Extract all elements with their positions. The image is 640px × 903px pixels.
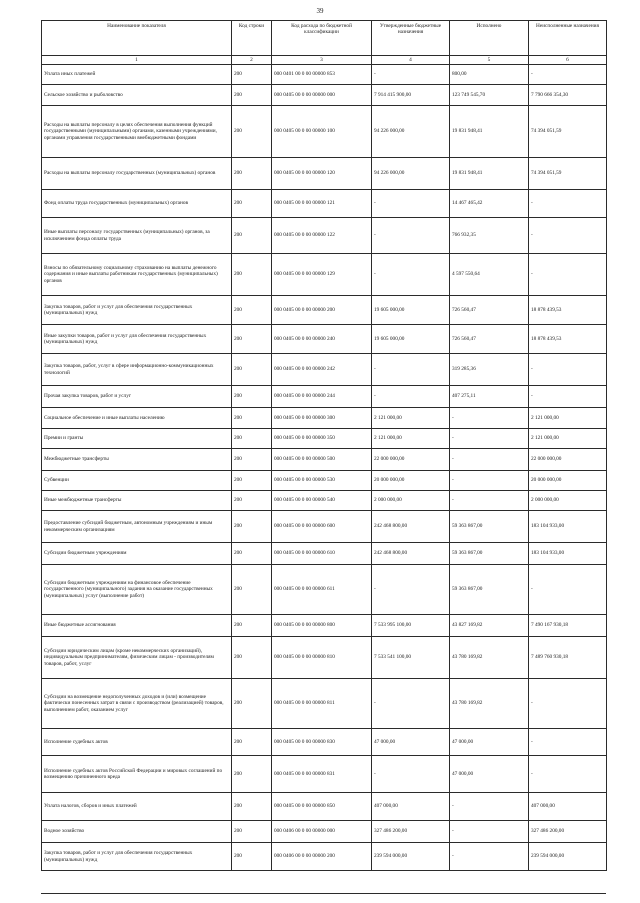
row-approved: 22 000 000,00 [372, 449, 450, 471]
column-header-budget-code: Код расхода по бюджетной классификации [272, 21, 372, 56]
row-name: Закупка товаров, работ и услуг для обеспечения государственных (муниципальных) нужд [42, 296, 232, 325]
row-approved: 2 121 000,00 [372, 408, 450, 429]
row-approved: - [372, 65, 450, 85]
row-executed: 4 597 550,64 [450, 254, 529, 296]
row-approved: 7 533 541 100,00 [372, 637, 450, 679]
row-approved: - [372, 254, 450, 296]
row-remaining: - [529, 386, 607, 408]
header-row [42, 21, 607, 56]
table-row [42, 843, 607, 871]
row-line-code: 200 [232, 106, 272, 158]
row-name: Расходы на выплаты персоналу в целях обеспечения выполнения функций государственными (муниципальными) органами, казенными учреждениями, органами управления государственными внебюджетными фондами [42, 106, 232, 158]
row-line-code: 200 [232, 491, 272, 511]
row-executed: - [450, 491, 529, 511]
row-name: Водное хозяйство [42, 821, 232, 843]
row-name: Субсидии бюджетным учреждениям на финансовое обеспечение государственного (муниципального) задания на оказание государственных (муниципальных) услуг (выполнение работ) [42, 565, 232, 615]
row-name: Сельское хозяйство и рыболовство [42, 85, 232, 106]
row-remaining: 2 121 000,00 [529, 408, 607, 429]
row-line-code: 200 [232, 565, 272, 615]
table-row [42, 679, 607, 729]
row-name: Субсидии бюджетным учреждениям [42, 543, 232, 565]
row-name: Межбюджетные трансферты [42, 449, 232, 471]
table-row [42, 637, 607, 679]
row-remaining: 239 594 000,00 [529, 843, 607, 871]
column-header-executed: Исполнено [450, 21, 529, 56]
row-remaining: 74 394 051,59 [529, 158, 607, 190]
row-executed: 59 363 867,00 [450, 543, 529, 565]
column-header-line-code: Код строки [232, 21, 272, 56]
row-line-code: 200 [232, 471, 272, 491]
row-name: Премии и гранты [42, 429, 232, 449]
row-remaining: 2 000 000,00 [529, 491, 607, 511]
row-budget-code: 000 0405 00 0 00 00000 500 [272, 449, 372, 471]
row-budget-code: 000 0405 00 0 00 00000 850 [272, 793, 372, 821]
row-approved: - [372, 190, 450, 218]
row-remaining: 183 104 933,00 [529, 511, 607, 543]
row-remaining: 18 878 439,53 [529, 325, 607, 354]
row-approved: 2 000 000,00 [372, 491, 450, 511]
row-budget-code: 000 0405 00 0 00 00000 831 [272, 756, 372, 793]
row-line-code: 200 [232, 511, 272, 543]
row-budget-code: 000 0401 00 0 00 00000 853 [272, 65, 372, 85]
row-remaining: 327 486 200,00 [529, 821, 607, 843]
row-approved: - [372, 386, 450, 408]
row-line-code: 200 [232, 354, 272, 386]
row-name: Иные бюджетные ассигнования [42, 615, 232, 637]
row-approved: 327 486 200,00 [372, 821, 450, 843]
row-budget-code: 000 0405 00 0 00 00000 240 [272, 325, 372, 354]
row-approved: 2 121 000,00 [372, 429, 450, 449]
column-number: 3 [272, 56, 372, 65]
table-row [42, 386, 607, 408]
row-budget-code: 000 0405 00 0 00 00000 811 [272, 679, 372, 729]
row-budget-code: 000 0406 00 0 00 00000 000 [272, 821, 372, 843]
bottom-rule [41, 893, 606, 894]
column-number-row [42, 56, 607, 65]
row-line-code: 200 [232, 158, 272, 190]
row-remaining: - [529, 756, 607, 793]
table-row [42, 158, 607, 190]
row-name: Социальное обеспечение и иные выплаты населению [42, 408, 232, 429]
table-row [42, 429, 607, 449]
row-executed: 726 560,47 [450, 296, 529, 325]
row-name: Уплата налогов, сборов и иных платежей [42, 793, 232, 821]
row-remaining: - [529, 565, 607, 615]
row-line-code: 200 [232, 218, 272, 254]
row-remaining: 183 104 933,00 [529, 543, 607, 565]
row-executed: 59 363 867,00 [450, 511, 529, 543]
column-number: 1 [42, 56, 232, 65]
row-budget-code: 000 0405 00 0 00 00000 242 [272, 354, 372, 386]
row-line-code: 200 [232, 254, 272, 296]
row-remaining: 20 000 000,00 [529, 471, 607, 491]
row-approved: 7 533 995 100,00 [372, 615, 450, 637]
table-row [42, 729, 607, 756]
row-remaining: - [529, 679, 607, 729]
row-approved: 19 605 000,00 [372, 325, 450, 354]
row-remaining: - [529, 354, 607, 386]
row-approved: 239 594 000,00 [372, 843, 450, 871]
table-row [42, 218, 607, 254]
row-budget-code: 000 0405 00 0 00 00000 610 [272, 543, 372, 565]
row-executed: - [450, 843, 529, 871]
table-row [42, 85, 607, 106]
table-row [42, 296, 607, 325]
row-approved: 94 226 000,00 [372, 158, 450, 190]
row-name: Прочая закупка товаров, работ и услуг [42, 386, 232, 408]
row-name: Иные закупки товаров, работ и услуг для обеспечения государственных (муниципальных) нужд [42, 325, 232, 354]
row-name: Исполнение судебных актов Российской Федерации и мировых соглашений по возмещению причиненного вреда [42, 756, 232, 793]
row-remaining: 22 000 000,00 [529, 449, 607, 471]
row-remaining: - [529, 65, 607, 85]
row-budget-code: 000 0405 00 0 00 00000 530 [272, 471, 372, 491]
table-row [42, 65, 607, 85]
row-remaining: 7 489 760 930,18 [529, 637, 607, 679]
row-name: Уплата иных платежей [42, 65, 232, 85]
row-line-code: 200 [232, 429, 272, 449]
row-line-code: 200 [232, 190, 272, 218]
row-name: Субсидии на возмещение недополученных доходов и (или) возмещение фактически понесенных затрат в связи с производством (реализацией) товаров, выполнением работ, оказанием услуг [42, 679, 232, 729]
table-row [42, 408, 607, 429]
column-number: 6 [529, 56, 607, 65]
table-row [42, 511, 607, 543]
row-executed: 407 275,11 [450, 386, 529, 408]
row-executed: 19 831 948,41 [450, 158, 529, 190]
row-name: Закупка товаров, работ, услуг в сфере информационно-коммуникационных технологий [42, 354, 232, 386]
row-executed: 14 467 465,42 [450, 190, 529, 218]
row-budget-code: 000 0405 00 0 00 00000 810 [272, 637, 372, 679]
table-row [42, 615, 607, 637]
row-remaining: 74 394 051,59 [529, 106, 607, 158]
row-executed: 47 000,00 [450, 729, 529, 756]
row-executed: 766 932,35 [450, 218, 529, 254]
row-budget-code: 000 0405 00 0 00 00000 540 [272, 491, 372, 511]
row-budget-code: 000 0405 00 0 00 00000 122 [272, 218, 372, 254]
row-approved: 407 000,00 [372, 793, 450, 821]
row-budget-code: 000 0405 00 0 00 00000 100 [272, 106, 372, 158]
row-remaining: 7 790 666 354,30 [529, 85, 607, 106]
row-line-code: 200 [232, 85, 272, 106]
row-budget-code: 000 0405 00 0 00 00000 800 [272, 615, 372, 637]
row-executed: - [450, 471, 529, 491]
column-header-approved: Утвержденные бюджетные назначения [372, 21, 450, 56]
row-approved: 94 226 000,00 [372, 106, 450, 158]
column-header-remaining: Неисполненные назначения [529, 21, 607, 56]
row-line-code: 200 [232, 729, 272, 756]
row-remaining: - [529, 254, 607, 296]
row-approved: - [372, 756, 450, 793]
row-name: Исполнение судебных актов [42, 729, 232, 756]
row-line-code: 200 [232, 325, 272, 354]
row-name: Закупка товаров, работ и услуг для обеспечения государственных (муниципальных) нужд [42, 843, 232, 871]
row-name: Иные выплаты персоналу государственных (муниципальных) органов, за исключением фонда оплаты труда [42, 218, 232, 254]
row-name: Субсидии юридическим лицам (кроме некоммерческих организаций), индивидуальным предпринимателям, физическим лицам - производителям товаров, работ, услуг [42, 637, 232, 679]
row-executed: 47 000,00 [450, 756, 529, 793]
row-approved: - [372, 218, 450, 254]
row-line-code: 200 [232, 543, 272, 565]
row-budget-code: 000 0405 00 0 00 00000 600 [272, 511, 372, 543]
row-line-code: 200 [232, 679, 272, 729]
row-line-code: 200 [232, 296, 272, 325]
table-row [42, 821, 607, 843]
column-number: 5 [450, 56, 529, 65]
row-line-code: 200 [232, 843, 272, 871]
row-line-code: 200 [232, 65, 272, 85]
row-budget-code: 000 0405 00 0 00 00000 300 [272, 408, 372, 429]
row-budget-code: 000 0405 00 0 00 00000 611 [272, 565, 372, 615]
row-name: Взносы по обязательному социальному страхованию на выплаты денежного содержания и иные выплаты работникам государственных (муниципальных) органов [42, 254, 232, 296]
table-row [42, 449, 607, 471]
column-number: 2 [232, 56, 272, 65]
row-approved: 7 914 415 900,00 [372, 85, 450, 106]
page-number: 39 [316, 7, 324, 15]
row-budget-code: 000 0406 00 0 00 00000 200 [272, 843, 372, 871]
row-executed: 726 560,47 [450, 325, 529, 354]
table-row [42, 793, 607, 821]
table-row [42, 190, 607, 218]
table-row [42, 106, 607, 158]
row-name: Иные межбюджетные трансферты [42, 491, 232, 511]
row-budget-code: 000 0405 00 0 00 00000 121 [272, 190, 372, 218]
table-row [42, 756, 607, 793]
row-budget-code: 000 0405 00 0 00 00000 000 [272, 85, 372, 106]
table-row [42, 543, 607, 565]
row-budget-code: 000 0405 00 0 00 00000 120 [272, 158, 372, 190]
row-budget-code: 000 0405 00 0 00 00000 350 [272, 429, 372, 449]
row-executed: 123 749 545,70 [450, 85, 529, 106]
row-executed: - [450, 449, 529, 471]
row-line-code: 200 [232, 449, 272, 471]
row-name: Предоставление субсидий бюджетным, автономным учреждениям и иным некоммерческим организациям [42, 511, 232, 543]
row-approved: 19 605 000,00 [372, 296, 450, 325]
table-row [42, 471, 607, 491]
row-remaining: 2 121 000,00 [529, 429, 607, 449]
row-executed: - [450, 408, 529, 429]
row-remaining: 7 490 167 930,18 [529, 615, 607, 637]
row-name: Субвенции [42, 471, 232, 491]
row-executed: 59 363 867,00 [450, 565, 529, 615]
row-line-code: 200 [232, 386, 272, 408]
row-executed: 43 827 169,82 [450, 615, 529, 637]
row-remaining: 407 000,00 [529, 793, 607, 821]
row-approved: 242 468 800,00 [372, 543, 450, 565]
row-name: Расходы на выплаты персоналу государственных (муниципальных) органов [42, 158, 232, 190]
row-approved: 20 000 000,00 [372, 471, 450, 491]
row-executed: - [450, 793, 529, 821]
row-executed: 800,00 [450, 65, 529, 85]
column-header-name: Наименование показателя [42, 21, 232, 56]
row-approved: 47 000,00 [372, 729, 450, 756]
budget-execution-table [41, 20, 607, 871]
row-line-code: 200 [232, 793, 272, 821]
row-line-code: 200 [232, 615, 272, 637]
row-budget-code: 000 0405 00 0 00 00000 200 [272, 296, 372, 325]
table-row [42, 565, 607, 615]
row-remaining: - [529, 190, 607, 218]
row-executed: 43 780 169,82 [450, 679, 529, 729]
row-approved: - [372, 679, 450, 729]
row-executed: 319 285,36 [450, 354, 529, 386]
row-remaining: 18 878 439,53 [529, 296, 607, 325]
table-row [42, 491, 607, 511]
row-line-code: 200 [232, 821, 272, 843]
column-number: 4 [372, 56, 450, 65]
row-remaining: - [529, 218, 607, 254]
row-approved: - [372, 354, 450, 386]
row-executed: - [450, 429, 529, 449]
table-row [42, 354, 607, 386]
table-row [42, 325, 607, 354]
row-line-code: 200 [232, 756, 272, 793]
row-remaining: - [529, 729, 607, 756]
row-executed: - [450, 821, 529, 843]
table-row [42, 254, 607, 296]
row-budget-code: 000 0405 00 0 00 00000 129 [272, 254, 372, 296]
row-line-code: 200 [232, 408, 272, 429]
row-executed: 19 831 948,41 [450, 106, 529, 158]
row-approved: - [372, 565, 450, 615]
row-executed: 43 780 169,82 [450, 637, 529, 679]
row-line-code: 200 [232, 637, 272, 679]
row-approved: 242 468 800,00 [372, 511, 450, 543]
row-budget-code: 000 0405 00 0 00 00000 830 [272, 729, 372, 756]
row-budget-code: 000 0405 00 0 00 00000 244 [272, 386, 372, 408]
row-name: Фонд оплаты труда государственных (муниципальных) органов [42, 190, 232, 218]
